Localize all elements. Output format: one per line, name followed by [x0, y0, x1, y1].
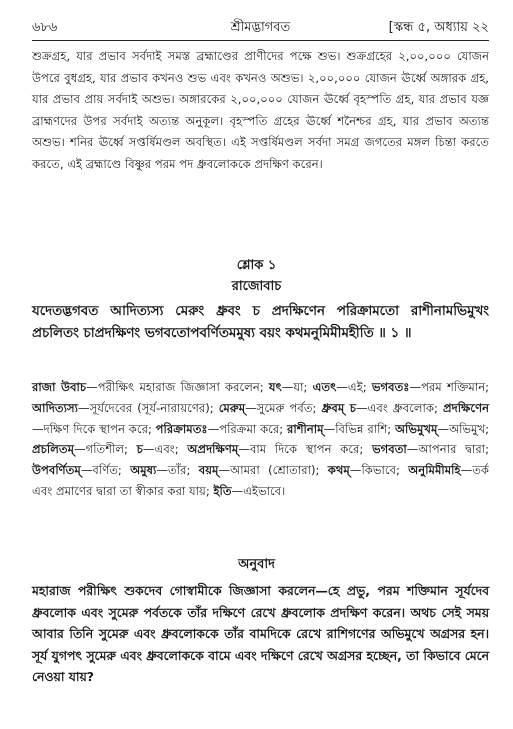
gloss-meaning: সূর্যদেবের (সূর্য-নারায়ণের) — [89, 400, 210, 415]
gloss-meaning: সুমেরু পর্বত — [256, 400, 313, 415]
gloss-meaning: তাঁর — [168, 463, 187, 478]
gloss-meaning: আপনার দ্বারা — [418, 442, 486, 457]
gloss-meaning: পরিক্রমা করে — [219, 421, 280, 436]
gloss-term: যৎ — [268, 380, 282, 394]
gloss-term: অনুমিমীমহি — [408, 463, 461, 478]
gloss-term: প্রদক্ষিণেন — [442, 400, 489, 415]
gloss-term: উপবর্ণিতম্ — [32, 463, 81, 478]
gloss-term: রাশীনাম্ — [286, 421, 324, 436]
chapter-reference: [স্কন্ধ ৫, অধ্যায় ২২ — [388, 20, 489, 35]
gloss-term: আদিত্যস্য — [32, 400, 79, 415]
gloss-term: চ — [136, 442, 143, 457]
gloss-meaning: বিভিন্ন রাশি — [335, 421, 388, 436]
gloss-meaning: পরম শক্তিমান — [421, 380, 486, 394]
gloss-meaning: যা — [293, 380, 304, 394]
book-title: শ্রীমদ্ভাগবত — [230, 20, 291, 35]
gloss-meaning: গতিশীল — [85, 442, 125, 457]
gloss-meaning: তর্ক এবং প্রমাণের দ্বারা তা স্বীকার করা যায় — [32, 463, 489, 498]
gloss-term: প্রচলিতম্ — [32, 442, 75, 457]
gloss-term: বয়ম্ — [198, 463, 219, 478]
gloss-meaning: এই — [347, 380, 363, 394]
gloss-meaning: বাম দিকে স্থাপন করে — [249, 442, 360, 457]
sloka-heading: শ্লোক ১ — [236, 258, 277, 273]
translation-heading: অনুবাদ — [238, 557, 275, 572]
gloss-meaning: এইভাবে — [243, 483, 282, 498]
gloss-term: অভিমুখম্ — [394, 421, 438, 436]
gloss-term: রাজা উবাচ — [32, 380, 87, 394]
gloss-term: ভগবতা — [372, 442, 407, 457]
gloss-term: ইতি — [213, 483, 232, 498]
gloss-term: এতৎ — [312, 380, 337, 394]
gloss-term: ধ্রুবম্ চ — [321, 400, 356, 415]
gloss-term: অপ্রদক্ষিণম্ — [187, 442, 239, 457]
gloss-term: মেরুম্ — [218, 400, 246, 415]
gloss-term: অমুষ্য — [130, 463, 157, 478]
page-number: ৬৮৬ — [32, 20, 58, 35]
intro-paragraph: শুক্রগ্রহ, যার প্রভাব সর্বদাই সমস্ত ব্রহ্মাণ্ডের প্রাণীদের পক্ষে শুভ। শুক্রগ্রহের ২,০০,০০০ যোজন উপরে বুধগ্রহ, যার প্রভাব কখনও শুভ এবং কখনও অশুভ। ২,০০,০০০ যোজন ঊর্ধ্বে অঙ্গারক গ্রহ, যার প্রভাব প্রায় সর্বদাই অশুভ। অঙ্গারকের ২,০০,০০০ যোজন ঊর্ধ্বে বৃহস্পতি গ্রহ, যার প্রভাব যজ্ঞ ব্রাহ্মণদের উপর সর্বদাই অত্যন্ত অনুকূল। বৃহস্পতি গ্রহের ঊর্ধ্বে শনৈশ্চর গ্রহ, যার প্রভাব অত্যন্ত অশুভ। শনির ঊর্ধ্বে সপ্তর্ষিমণ্ডল অবস্থিত। এই সপ্তর্ষিমণ্ডল সর্বদা সমগ্র জগতের মঙ্গল চিন্তা করতে করতে, এই ব্রহ্মাণ্ডে বিষ্ণুর পরম পদ ধ্রুবলোককে প্রদক্ষিণ করেন। — [32, 49, 489, 171]
gloss-meaning: এবং — [154, 442, 175, 457]
gloss-term: ভগবতঃ — [371, 380, 410, 394]
word-for-word-glosses: রাজা উবাচ—পরীক্ষিৎ মহারাজ জিজ্ঞাসা করলেন; যৎ—যা; এতৎ—এই; ভগবতঃ—পরম শক্তিমান; আদিত্যস্য—সূর্যদেবের (সূর্য-নারায়ণের); মেরুম্—সুমেরু পর্বত; ধ্রুবম্ চ—এবং ধ্রুবলোক; প্রদক্ষিণেন—দক্ষিণ দিকে স্থাপন করে; পরিক্রামতঃ—পরিক্রমা করে; রাশীনাম্—বিভিন্ন রাশি; অভিমুখম্—অভিমুখ; প্রচলিতম্—গতিশীল; চ—এবং; অপ্রদক্ষিণম্—বাম দিকে স্থাপন করে; ভগবতা—আপনার দ্বারা; উপবর্ণিতম্—বর্ণিত; অমুষ্য—তাঁর; বয়ম্—আমরা (শ্রোতারা); কথম্—কিভাবে; অনুমিমীমহি—তর্ক এবং প্রমাণের দ্বারা তা স্বীকার করা যায়; ইতি—এইভাবে। — [32, 380, 490, 498]
gloss-meaning: পরীক্ষিৎ মহারাজ জিজ্ঞাসা করলেন — [97, 380, 260, 394]
header-divider — [32, 40, 489, 41]
gloss-term: কথম্ — [327, 463, 350, 478]
gloss-meaning: কিভাবে — [361, 463, 396, 478]
gloss-meaning: এবং ধ্রুবলোক — [367, 400, 434, 415]
gloss-meaning: দক্ষিণ দিকে স্থাপন করে — [43, 421, 148, 436]
speaker-label: রাজোবাচ — [231, 279, 282, 294]
gloss-meaning: আমরা (শ্রোতারা) — [230, 463, 316, 478]
gloss-meaning: বর্ণিত — [92, 463, 118, 478]
page-header — [32, 18, 489, 38]
gloss-term: পরিক্রামতঃ — [155, 421, 208, 436]
gloss-meaning: অভিমুখ — [449, 421, 486, 436]
translation-text: মহারাজ পরীক্ষিৎ শুকদেব গোস্বামীকে জিজ্ঞাসা করলেন—হে প্রভু, পরম শক্তিমান সূর্যদেব ধ্রুবলোক এবং সুমেরু পর্বতকে তাঁর দক্ষিণে রেখে ধ্রুবলোক প্রদক্ষিণ করেন। অথচ সেই সময় আবার তিনি সুমেরু এবং ধ্রুবলোককে তাঁর বামদিকে রেখে রাশিগণের অভিমুখে অগ্রসর হন। সূর্য যুগপৎ সুমেরু এবং ধ্রুবলোককে বামে এবং দক্ষিণে রেখে অগ্রসর হচ্ছেন, তা কিভাবে মেনে নেওয়া যায়? — [32, 583, 489, 684]
sanskrit-verse: যদেতদ্ভগবত আদিত্যস্য মেরুং ধ্রুবং চ প্রদক্ষিণেন পরিক্রামতো রাশীনামভিমুখং প্রচলিতং চাপ্রদক্ষিণং ভগবতোপবর্ণিতমমুষ্য বয়ং কথমনুমিমীমহীতি ॥ ১ ॥ — [32, 304, 489, 341]
